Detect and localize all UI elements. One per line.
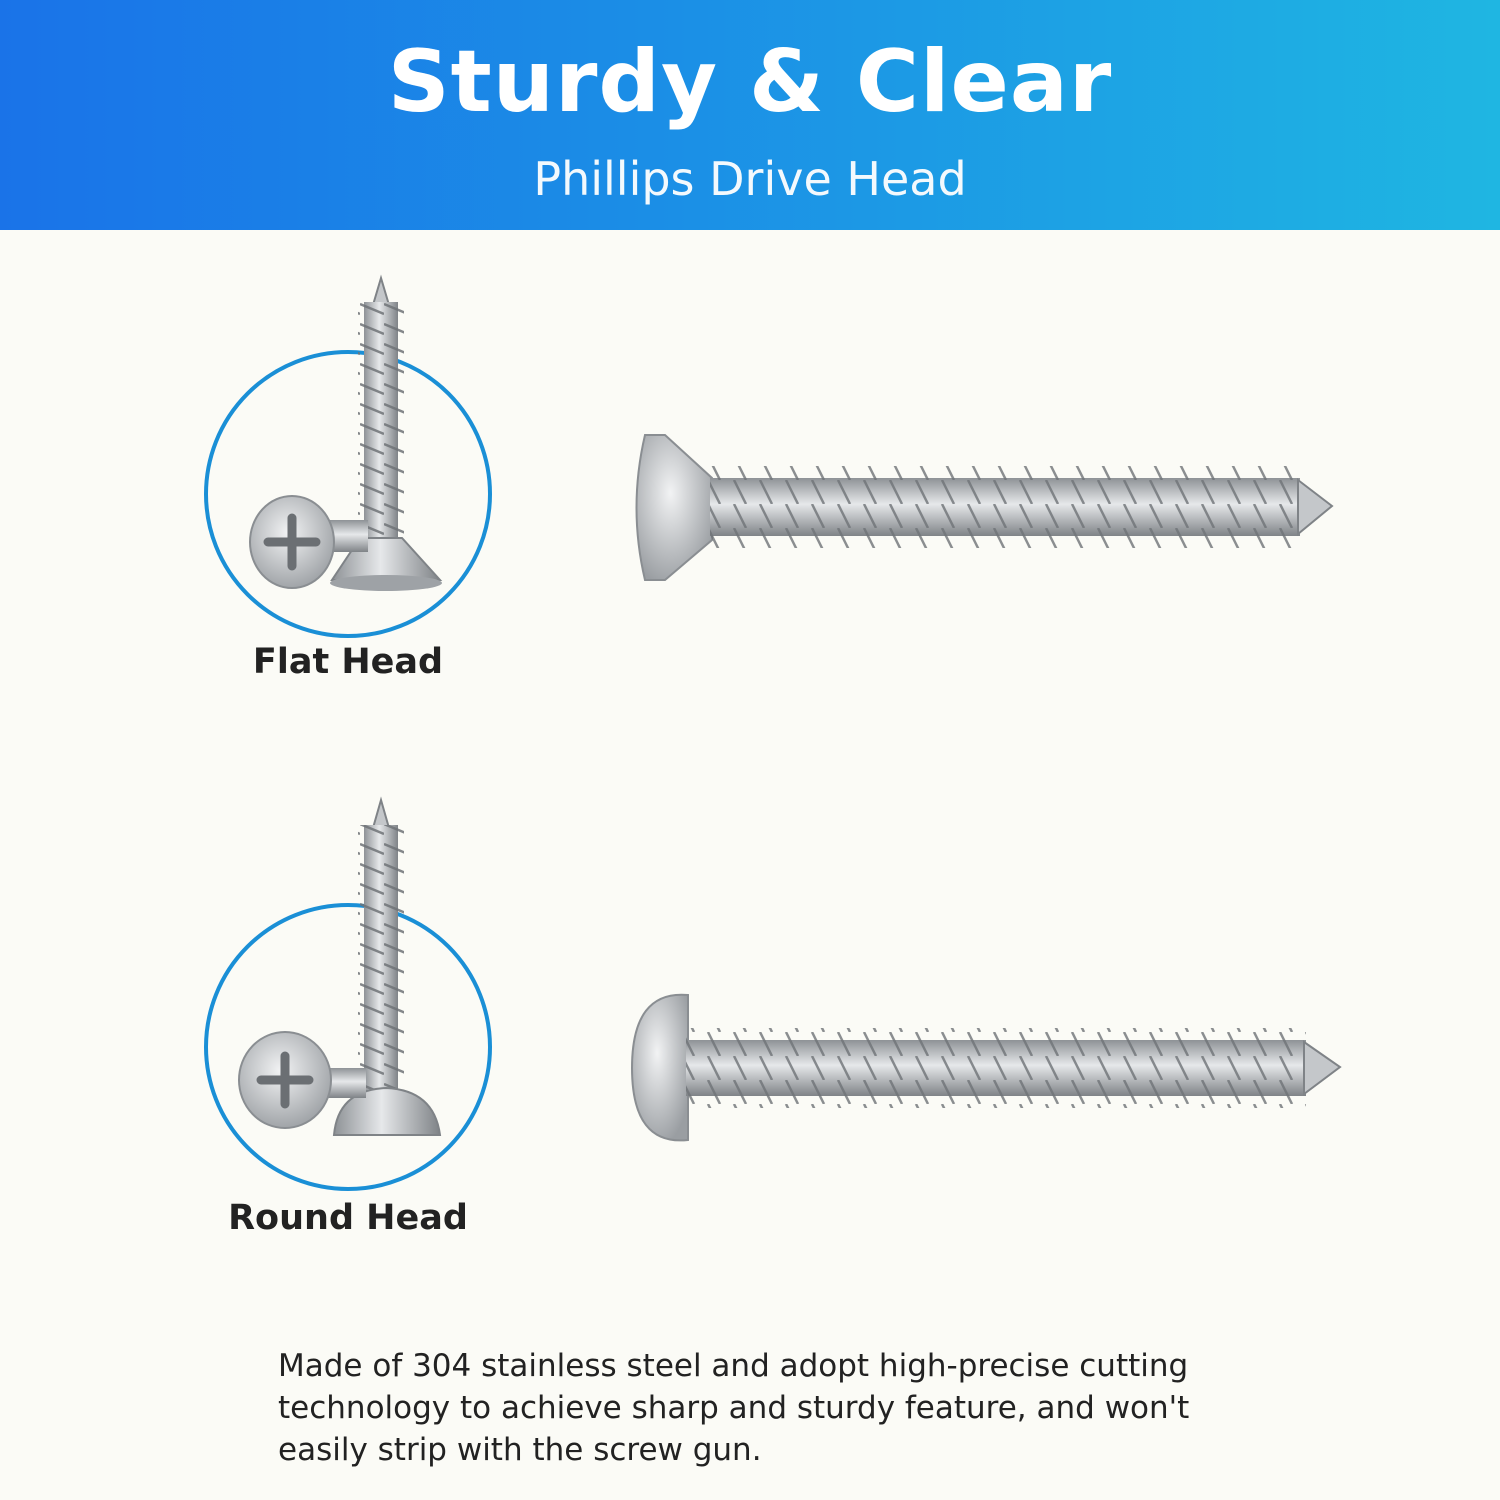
round-head-closeup <box>206 800 490 1189</box>
round-head-circle <box>206 905 490 1189</box>
flat-head-circle <box>206 352 490 636</box>
round-head-label: Round Head <box>228 1198 468 1238</box>
flat-head-screw <box>637 435 1333 580</box>
flat-head-closeup <box>206 278 490 636</box>
page-subtitle: Phillips Drive Head <box>533 152 967 206</box>
page-title: Sturdy & Clear <box>387 32 1113 132</box>
round-head-screw <box>632 995 1340 1141</box>
flat-head-label: Flat Head <box>252 642 444 682</box>
product-description: Made of 304 stainless steel and adopt high-precise cutting technology to achieve sharp and sturdy feature, and won't easily strip with the screw gun. <box>278 1348 1190 1468</box>
